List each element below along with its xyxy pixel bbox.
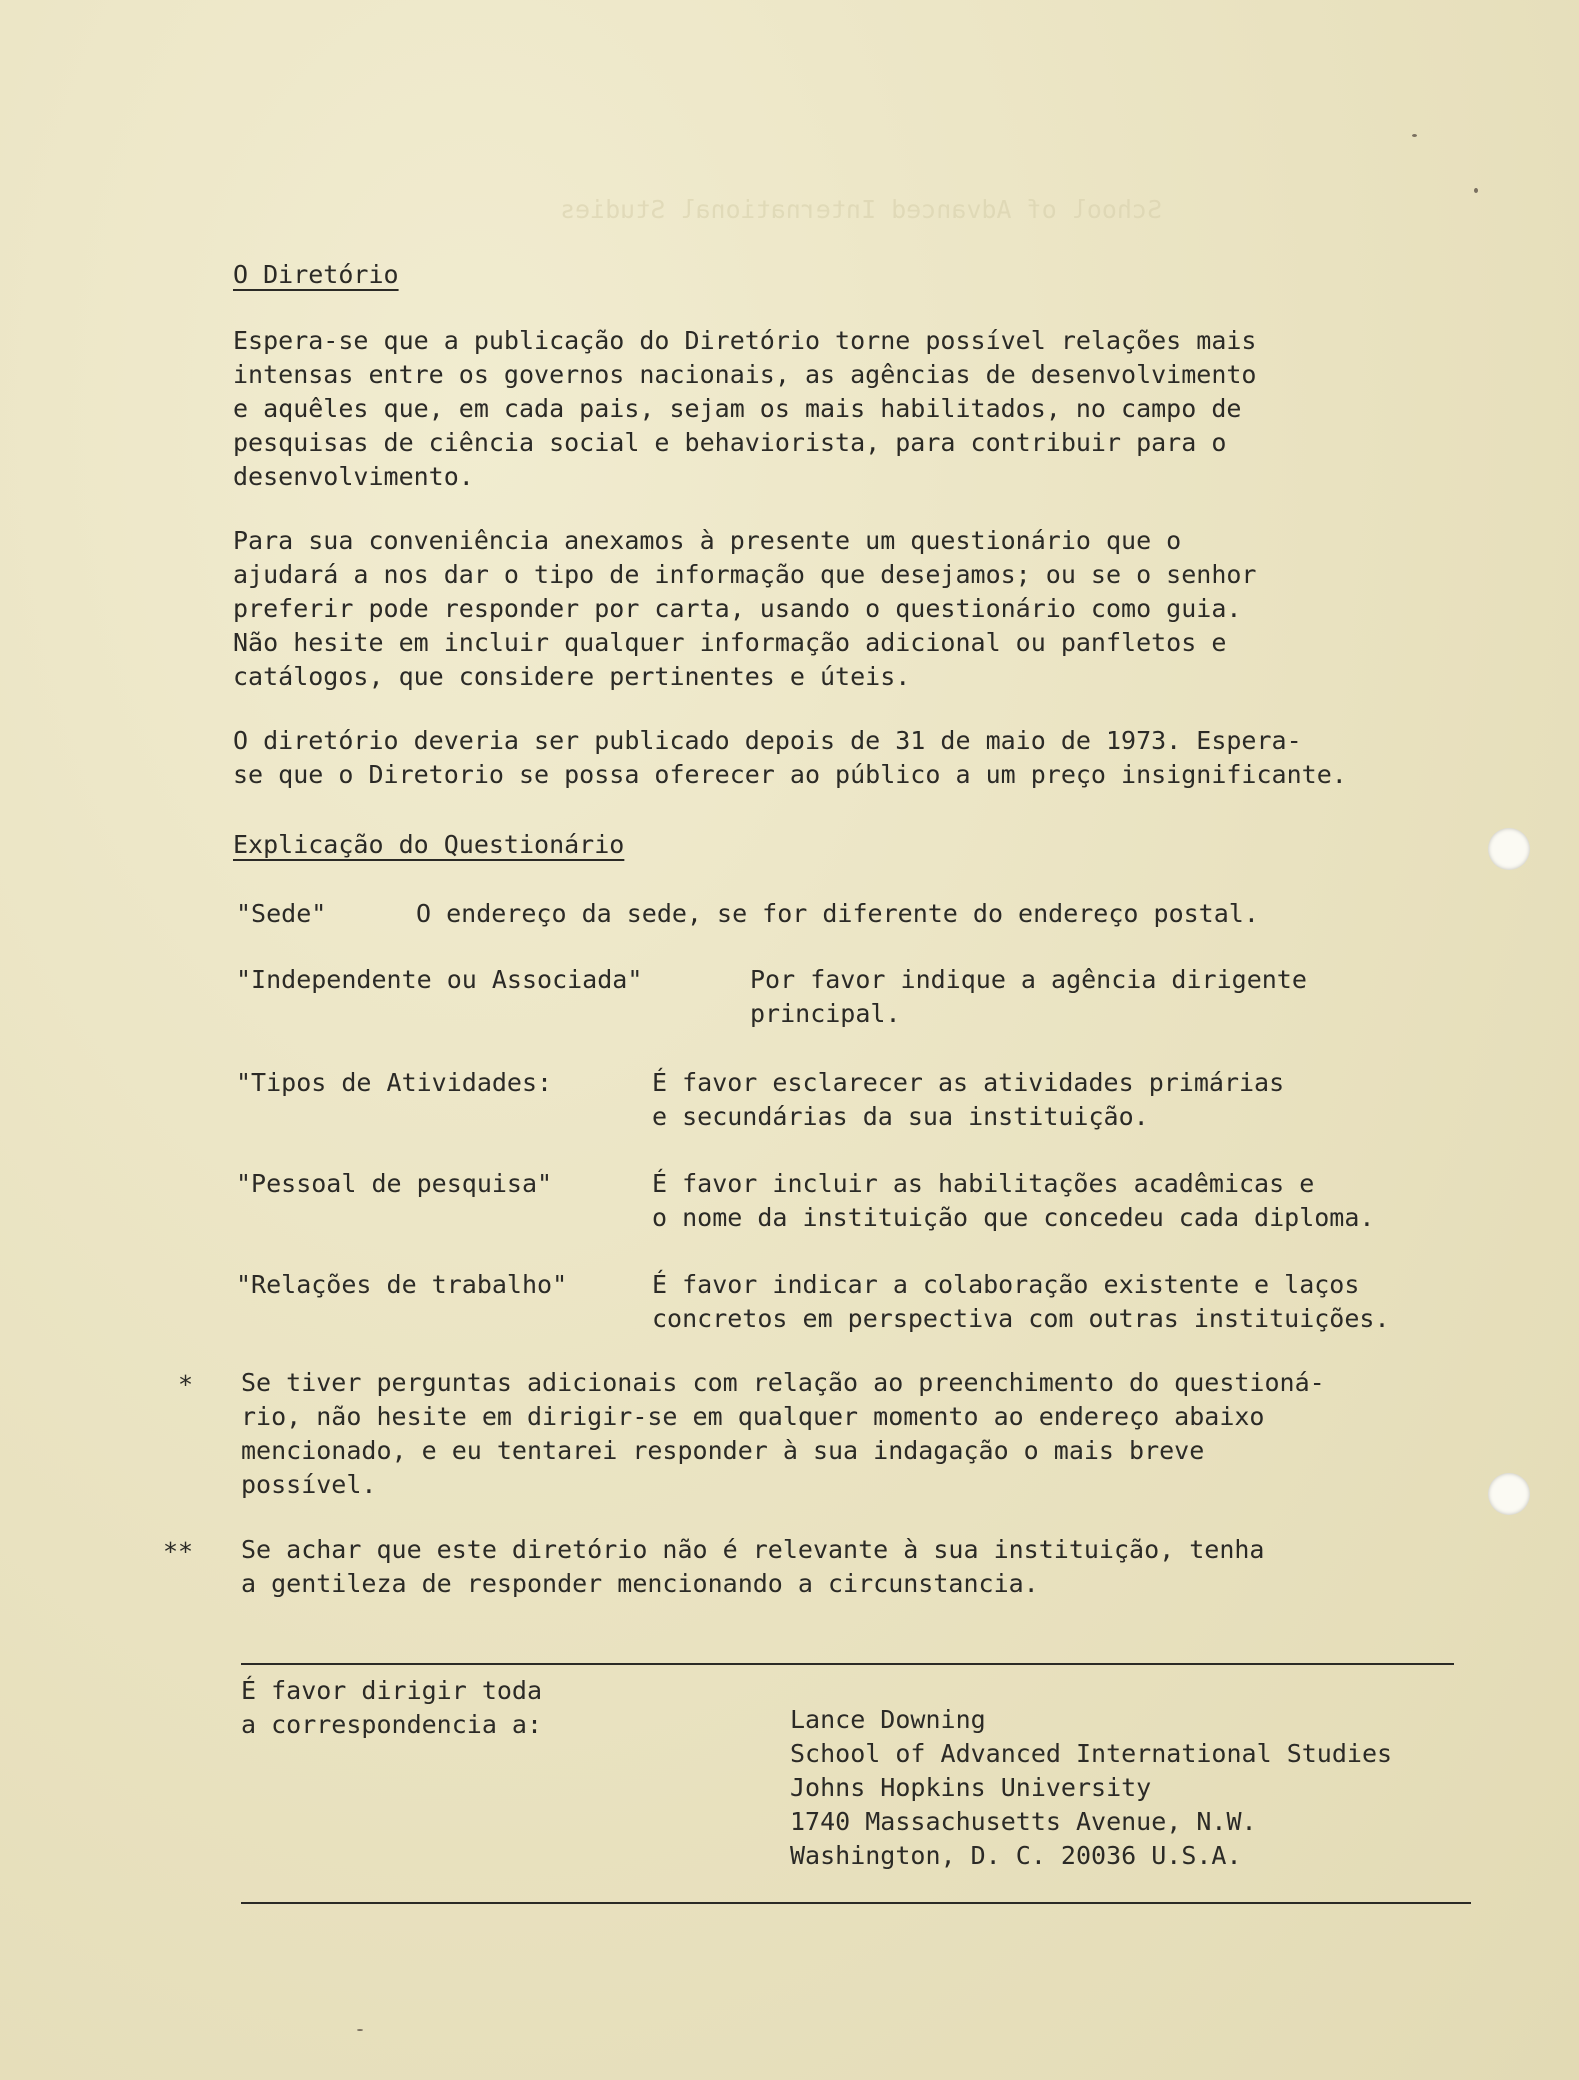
item-term: "Sede" [236, 899, 327, 928]
divider-top [241, 1663, 1454, 1665]
section-heading-explicacao: Explicação do Questionário [233, 830, 625, 859]
divider-bottom [241, 1902, 1471, 1904]
item-definition: É favor esclarecer as atividades primárias e secundárias da sua instituição. [652, 1068, 1285, 1131]
paragraph-publication-date: O diretório deveria ser publicado depois de 31 de maio de 1973. Espera- se que o Diretorio se possa oferecer ao público a um preço insignificante. [233, 726, 1347, 789]
bleed-through: School of Advanced International Studies [560, 195, 1163, 224]
punch-hole-bottom [1488, 1473, 1530, 1515]
item-definition: É favor incluir as habilitações acadêmicas e o nome da instituição que concedeu cada diploma. [652, 1169, 1375, 1232]
item-term: "Tipos de Atividades: [236, 1068, 553, 1097]
item-definition: É favor indicar a colaboração existente e laços concretos em perspectiva com outras instituições. [652, 1270, 1390, 1333]
note-questions: Se tiver perguntas adicionais com relação ao preenchimento do questioná- rio, não hesite em dirigir-se em qualquer momento ao endereço abaixo mencionado, e eu tentarei responder à sua indagação o mais breve possível. [241, 1368, 1325, 1499]
footnote-marker: * [178, 1370, 194, 1399]
note-relevance: Se achar que este diretório não é relevante à sua instituição, tenha a gentileza de responder mencionando a circunstancia. [241, 1535, 1265, 1598]
paragraph-intro: Espera-se que a publicação do Diretório torne possível relações mais intensas entre os governos nacionais, as agências de desenvolvimento e aquêles que, em cada pais, sejam os mais habilitados, no campo de pesquisas de ciência social e behaviorista, para contribuir para o desenvolvimento. [233, 326, 1257, 491]
section-heading-diretorio: O Diretório [233, 260, 399, 289]
paper-speck [357, 2029, 363, 2031]
footnote-marker: ** [163, 1537, 194, 1566]
item-definition: O endereço da sede, se for diferente do endereço postal. [416, 899, 1259, 928]
address-label: É favor dirigir toda a correspondencia a: [241, 1676, 543, 1739]
paper-speck [1474, 188, 1478, 193]
item-term: "Independente ou Associada" [236, 965, 643, 994]
punch-hole-top [1488, 828, 1530, 870]
item-term: "Relações de trabalho" [236, 1270, 568, 1299]
paragraph-questionnaire: Para sua conveniência anexamos à presente um questionário que o ajudará a nos dar o tipo de informação que desejamos; ou se o senhor preferir pode responder por carta, usando o questionário como guia. Não hesite em incluir qualquer informação adicional ou panfletos e catálogos, que considere pertinentes e úteis. [233, 526, 1257, 691]
item-term: "Pessoal de pesquisa" [236, 1169, 553, 1198]
item-definition: Por favor indique a agência dirigente principal. [750, 965, 1307, 1028]
paper-speck [1412, 134, 1417, 137]
mailing-address: Lance Downing School of Advanced International Studies Johns Hopkins University 1740 Massachusetts Avenue, N.W. Washington, D. C. 20036 U.S.A. [790, 1705, 1393, 1870]
